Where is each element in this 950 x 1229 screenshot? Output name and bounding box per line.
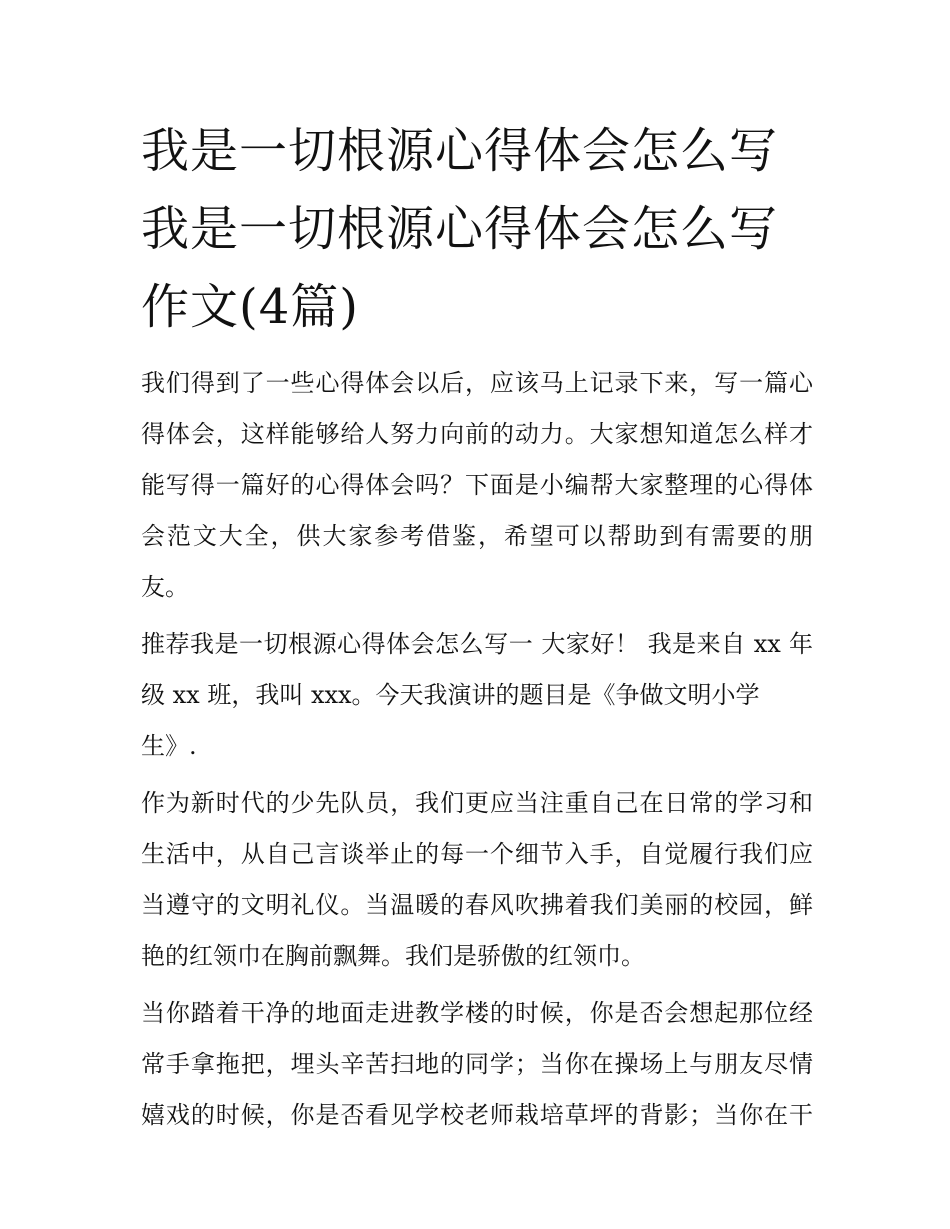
text-line: 能写得一篇好的心得体会吗？下面是小编帮大家整理的心得体 — [141, 471, 813, 499]
document-title — [141, 112, 813, 346]
paragraph-campus — [141, 988, 813, 1141]
paragraph-recommend — [141, 619, 813, 772]
document-body — [141, 358, 813, 1141]
text-line: 作为新时代的少先队员，我们更应当注重自己在日常的学习和 — [141, 789, 813, 817]
title-line-1: 我是一切根源心得体会怎么写 — [141, 123, 779, 179]
text-line: 嬉戏的时候，你是否看见学校老师栽培草坪的背影；当你在干 — [141, 1101, 813, 1129]
text-line: 艳的红领巾在胸前飘舞。我们是骄傲的红领巾。 — [141, 942, 645, 970]
text-line: 当遵守的文明礼仪。当温暖的春风吹拂着我们美丽的校园，鲜 — [141, 891, 813, 919]
document-page — [141, 112, 813, 1147]
title-line-2: 我是一切根源心得体会怎么写 — [141, 201, 779, 257]
text-line: 我们得到了一些心得体会以后，应该马上记录下来，写一篇心 — [141, 369, 813, 397]
text-line: 常手拿拖把，埋头辛苦扫地的同学；当你在操场上与朋友尽情 — [141, 1050, 813, 1078]
text-line: 生活中，从自己言谈举止的每一个细节入手，自觉履行我们应 — [141, 840, 813, 868]
text-line: 生》. — [141, 732, 197, 760]
paragraph-intro — [141, 358, 813, 613]
text-line: 得体会，这样能够给人努力向前的动力。大家想知道怎么样才 — [141, 420, 813, 448]
text-line: 当你踏着干净的地面走进教学楼的时候，你是否会想起那位经 — [141, 999, 813, 1027]
paragraph-young-pioneers — [141, 778, 813, 982]
title-line-3: 作文(4篇) — [141, 279, 359, 335]
text-line: 推荐我是一切根源心得体会怎么写一 大家好！ 我是来自 xx 年 — [141, 630, 813, 658]
text-line: 会范文大全，供大家参考借鉴，希望可以帮助到有需要的朋 — [141, 522, 813, 550]
text-line: 级 xx 班，我叫 xxx。今天我演讲的题目是《争做文明小学 — [141, 681, 760, 709]
text-line: 友。 — [141, 573, 189, 601]
